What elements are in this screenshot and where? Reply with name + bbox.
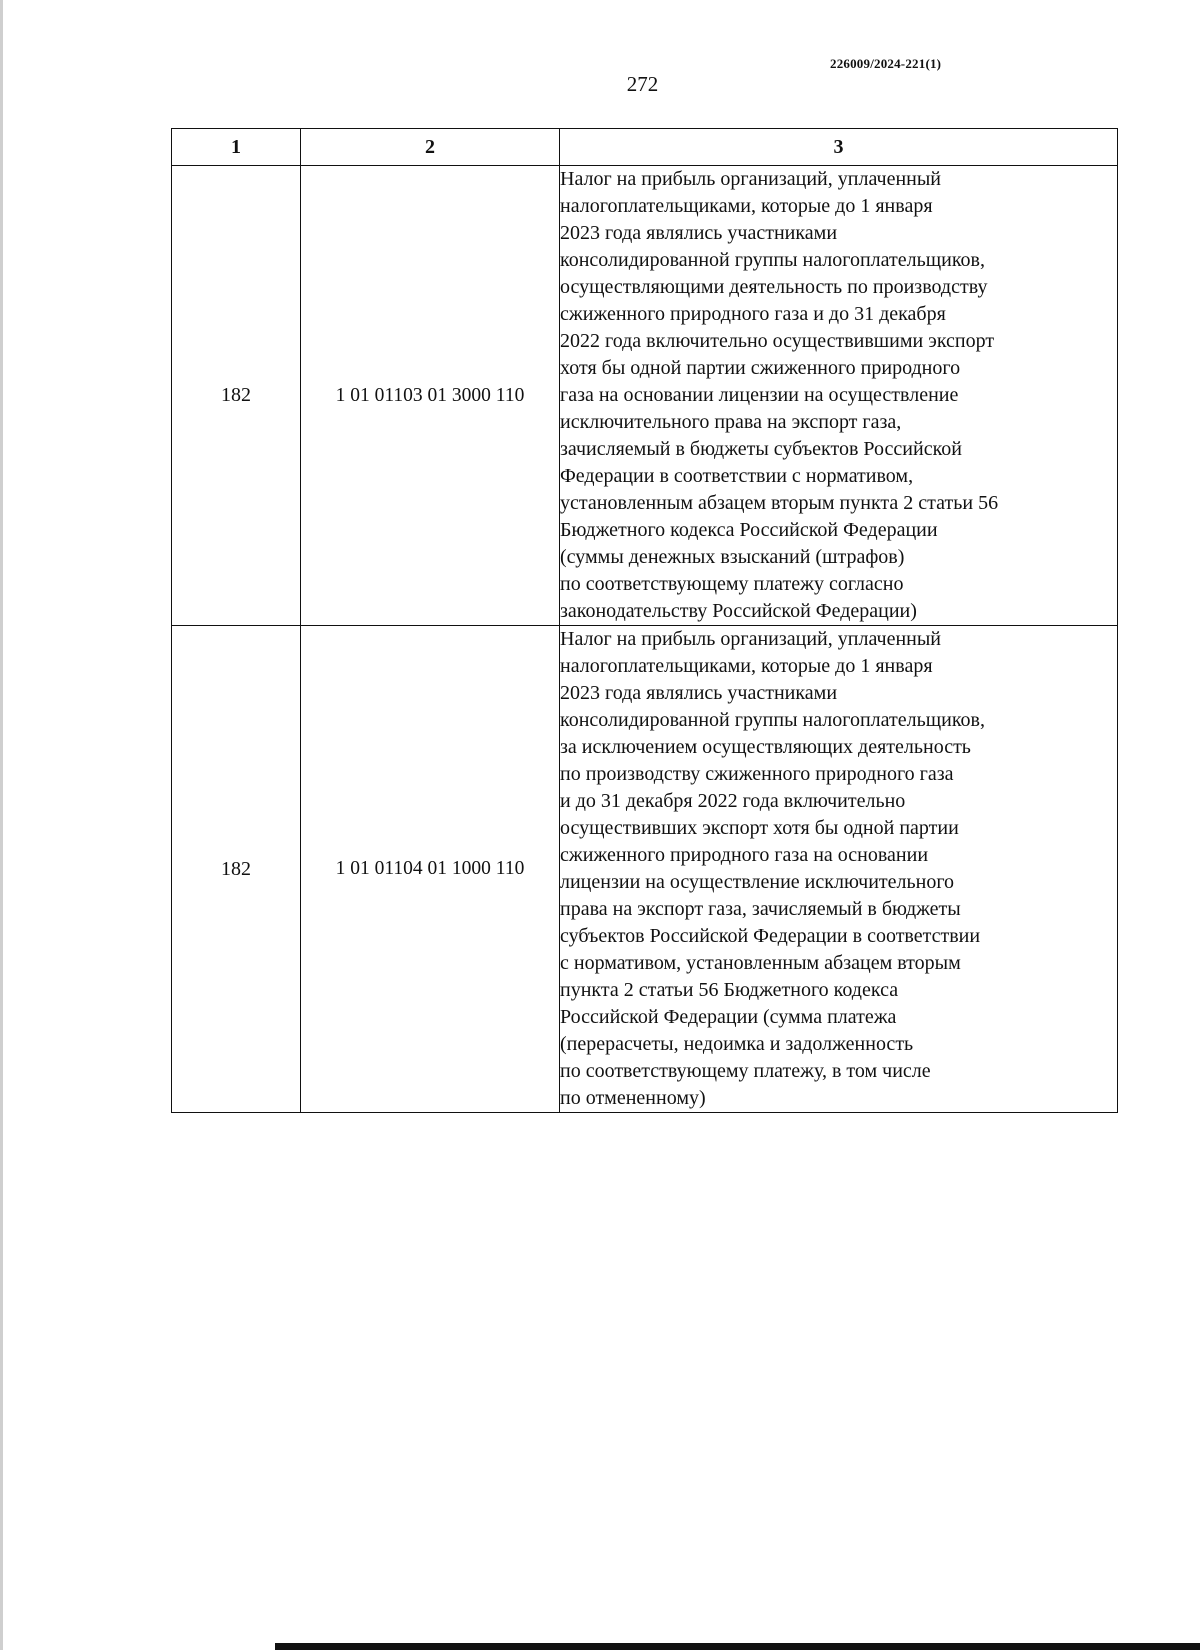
scan-bottom-bar xyxy=(275,1643,1200,1650)
description-cell xyxy=(560,166,1118,626)
scan-edge xyxy=(0,0,3,1650)
table-row xyxy=(172,626,1118,1113)
document-id: 226009/2024-221(1) xyxy=(830,56,942,71)
description-line: консолидированной группы налогоплательщиков, xyxy=(560,709,985,731)
description-line: лицензии на осуществление исключительного xyxy=(560,871,955,893)
description-line: (суммы денежных взысканий (штрафов) xyxy=(560,546,905,568)
table-body xyxy=(172,166,1118,1113)
description-line: по производству сжиженного природного газа xyxy=(560,763,954,785)
description-line: с нормативом, установленным абзацем вторым xyxy=(560,952,961,974)
description-line: по отмененному) xyxy=(560,1087,706,1109)
description-line: 2023 года являлись участниками xyxy=(560,682,838,704)
column-header-1: 1 xyxy=(172,129,301,166)
budget-classification-table xyxy=(171,128,1118,1113)
description-line: Бюджетного кодекса Российской Федерации xyxy=(560,519,938,541)
description-line: установленным абзацем вторым пункта 2 статьи 56 xyxy=(560,492,999,514)
description-line: Налог на прибыль организаций, уплаченный xyxy=(560,168,941,190)
description-line: по соответствующему платежу, в том числе xyxy=(560,1060,931,1082)
description-line: газа на основании лицензии на осуществление xyxy=(560,384,959,406)
table-row xyxy=(172,166,1118,626)
description-line: 2023 года являлись участниками xyxy=(560,222,838,244)
description-line: Федерации в соответствии с нормативом, xyxy=(560,465,914,487)
admin-code-cell: 182 xyxy=(172,626,301,1113)
description-cell xyxy=(560,626,1118,1113)
column-header-3: 3 xyxy=(560,129,1118,166)
description-line: налогоплательщиками, которые до 1 января xyxy=(560,195,933,217)
description-line: (перерасчеты, недоимка и задолженность xyxy=(560,1033,914,1055)
description-line: сжиженного природного газа на основании xyxy=(560,844,929,866)
description-line: 2022 года включительно осуществившими экспорт xyxy=(560,330,995,352)
description-line: за исключением осуществляющих деятельность xyxy=(560,736,971,758)
description-line: Налог на прибыль организаций, уплаченный xyxy=(560,628,941,650)
table-header-row xyxy=(172,129,1118,166)
description-line: осуществляющими деятельность по производству xyxy=(560,276,988,298)
description-line: по соответствующему платежу согласно xyxy=(560,573,904,595)
kbk-code-cell: 1 01 01104 01 1000 110 xyxy=(301,626,560,1113)
page-number: 272 xyxy=(626,72,659,96)
kbk-code-cell: 1 01 01103 01 3000 110 xyxy=(301,166,560,626)
description-line: исключительного права на экспорт газа, xyxy=(560,411,902,433)
description-line: осуществивших экспорт хотя бы одной партии xyxy=(560,817,959,839)
column-header-2: 2 xyxy=(301,129,560,166)
description-line: зачисляемый в бюджеты субъектов Российской xyxy=(560,438,962,460)
description-line: сжиженного природного газа и до 31 декабря xyxy=(560,303,946,325)
description-line: пункта 2 статьи 56 Бюджетного кодекса xyxy=(560,979,899,1001)
description-line: консолидированной группы налогоплательщиков, xyxy=(560,249,985,271)
description-line: Российской Федерации (сумма платежа xyxy=(560,1006,897,1028)
description-line: и до 31 декабря 2022 года включительно xyxy=(560,790,906,812)
description-line: субъектов Российской Федерации в соответствии xyxy=(560,925,981,947)
description-line: законодательству Российской Федерации) xyxy=(560,600,917,622)
description-line: хотя бы одной партии сжиженного природного xyxy=(560,357,961,379)
admin-code-cell: 182 xyxy=(172,166,301,626)
description-line: права на экспорт газа, зачисляемый в бюджеты xyxy=(560,898,961,920)
description-line: налогоплательщиками, которые до 1 января xyxy=(560,655,933,677)
